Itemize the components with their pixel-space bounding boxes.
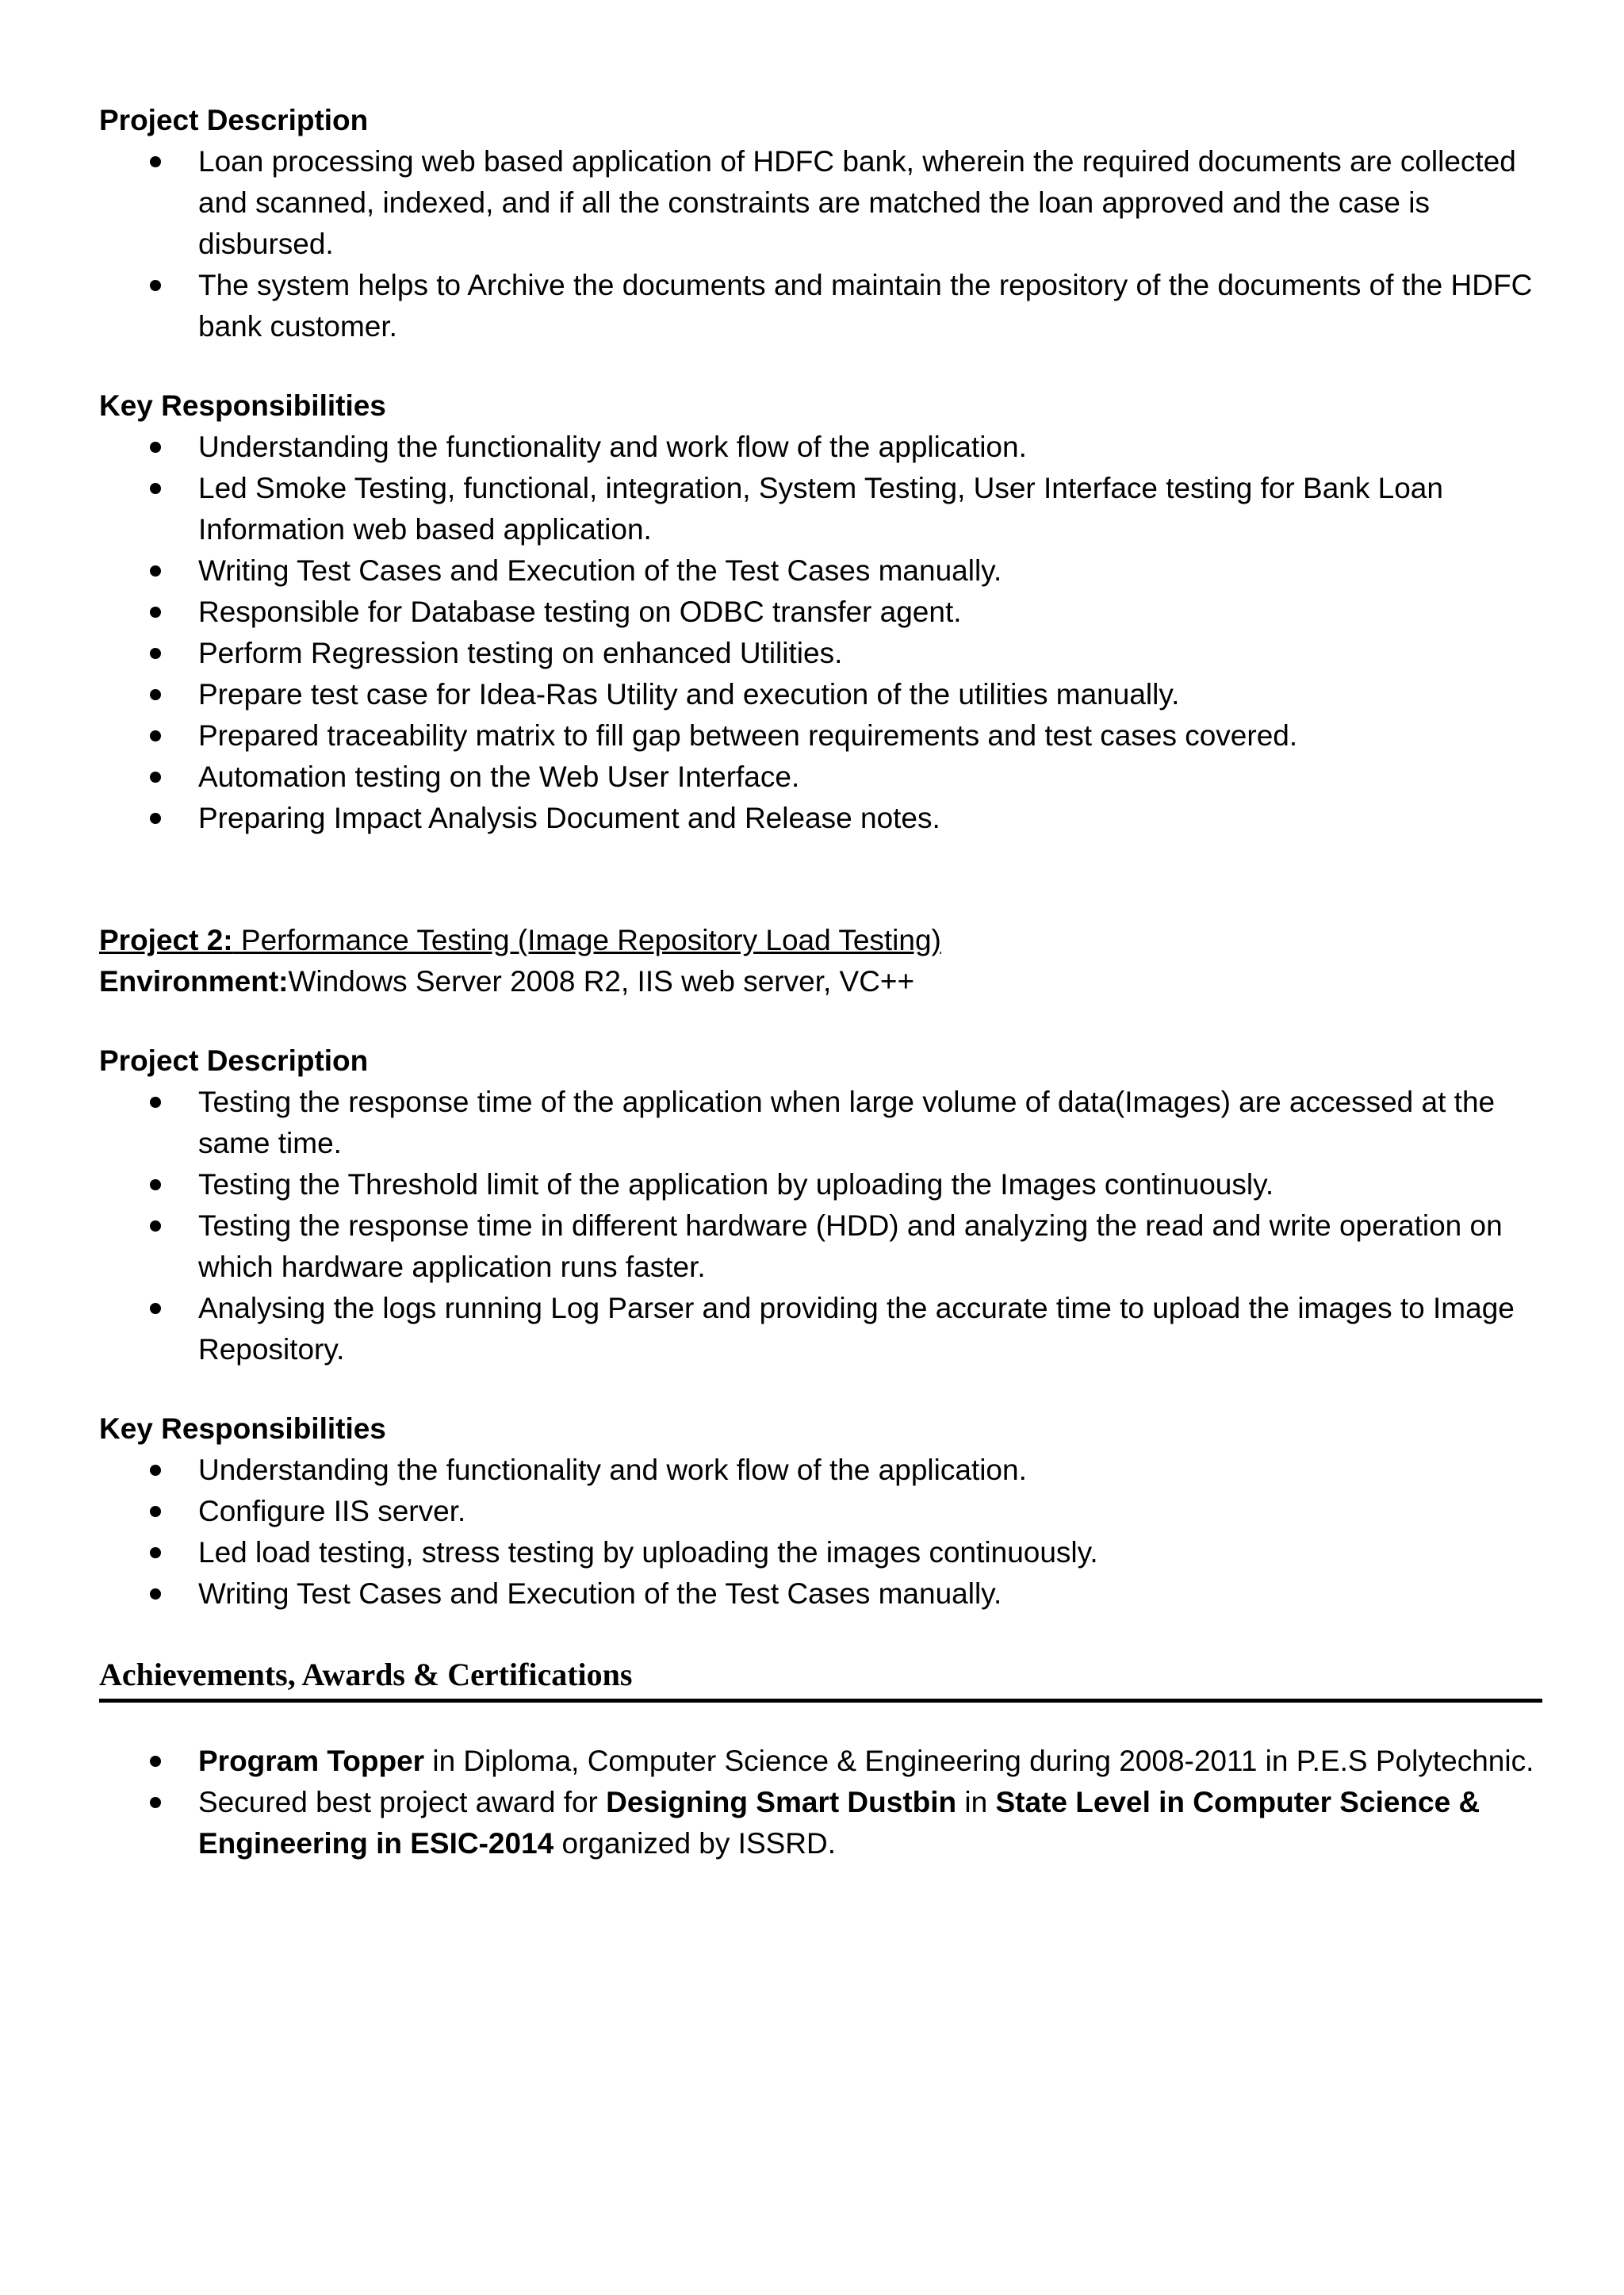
bullet-icon <box>150 772 161 783</box>
project2-title-value: Performance Testing (Image Repository Load Testing) <box>232 924 941 956</box>
list-item: Testing the Threshold limit of the application by uploading the Images continuously. <box>99 1164 1542 1205</box>
bullet-icon <box>150 1303 161 1314</box>
list-item: Led Smoke Testing, functional, integration, System Testing, User Interface testing for Bank Loan Information web based application. <box>99 468 1542 550</box>
bullet-icon <box>150 1506 161 1517</box>
list-item: Testing the response time in different hardware (HDD) and analyzing the read and write operation on which hardware application runs faster. <box>99 1205 1542 1288</box>
bullet-icon <box>150 156 161 167</box>
bullet-icon <box>150 1179 161 1190</box>
list-item: Prepare test case for Idea-Ras Utility and execution of the utilities manually. <box>99 674 1542 715</box>
project2-description-list <box>99 1082 1542 1370</box>
project2-environment-label: Environment: <box>99 965 289 998</box>
bullet-icon <box>150 1797 161 1808</box>
list-item: Configure IIS server. <box>99 1491 1542 1532</box>
list-item: Responsible for Database testing on ODBC transfer agent. <box>99 592 1542 633</box>
achievement-highlight: Designing Smart Dustbin <box>606 1786 957 1818</box>
bullet-icon <box>150 1465 161 1476</box>
list-item: The system helps to Archive the documents and maintain the repository of the documents of the HDFC bank customer. <box>99 265 1542 347</box>
list-item: Led load testing, stress testing by uploading the images continuously. <box>99 1532 1542 1573</box>
achievements-list <box>99 1741 1542 1864</box>
resume-content <box>99 100 1542 1864</box>
list-item: Automation testing on the Web User Interface. <box>99 757 1542 798</box>
project2-environment <box>99 961 1542 1002</box>
list-item: Writing Test Cases and Execution of the Test Cases manually. <box>99 1573 1542 1615</box>
achievements-section-title: Achievements, Awards & Certifications <box>99 1657 633 1692</box>
project1-description-list <box>99 141 1542 347</box>
list-item: Understanding the functionality and work flow of the application. <box>99 1450 1542 1491</box>
list-item: Understanding the functionality and work flow of the application. <box>99 427 1542 468</box>
bullet-icon <box>150 1547 161 1558</box>
bullet-icon <box>150 689 161 700</box>
project2-responsibilities-list <box>99 1450 1542 1615</box>
list-item: Secured best project award for Designing Smart Dustbin in State Level in Computer Science & Engineering in ESIC-2014 organized by ISSRD. <box>99 1782 1542 1864</box>
list-item: Loan processing web based application of HDFC bank, wherein the required documents are collected and scanned, indexed, and if all the constraints are matched the loan approved and the case is disbursed. <box>99 141 1542 265</box>
project2-description-heading: Project Description <box>99 1044 369 1077</box>
bullet-icon <box>150 648 161 659</box>
bullet-icon <box>150 483 161 494</box>
list-item: Perform Regression testing on enhanced Utilities. <box>99 633 1542 674</box>
bullet-icon <box>150 1220 161 1232</box>
bullet-icon <box>150 1097 161 1108</box>
bullet-icon <box>150 1756 161 1767</box>
project2-title <box>99 920 1542 961</box>
project1-responsibilities-list <box>99 427 1542 839</box>
project1-responsibilities-heading: Key Responsibilities <box>99 389 386 422</box>
bullet-icon <box>150 607 161 618</box>
bullet-icon <box>150 565 161 577</box>
bullet-icon <box>150 442 161 453</box>
project1-description-heading: Project Description <box>99 104 369 136</box>
project2-environment-value: Windows Server 2008 R2, IIS web server, VC++ <box>288 965 915 998</box>
bullet-icon <box>150 1588 161 1600</box>
bullet-icon <box>150 280 161 291</box>
achievement-highlight: State Level in Computer Science & Engineering in ESIC-2014 <box>198 1786 1480 1860</box>
list-item: Writing Test Cases and Execution of the Test Cases manually. <box>99 550 1542 592</box>
list-item: Testing the response time of the application when large volume of data(Images) are accessed at the same time. <box>99 1082 1542 1164</box>
list-item: Program Topper in Diploma, Computer Science & Engineering during 2008-2011 in P.E.S Polytechnic. <box>99 1741 1542 1782</box>
bullet-icon <box>150 730 161 741</box>
list-item: Preparing Impact Analysis Document and Release notes. <box>99 798 1542 839</box>
achievement-highlight: Program Topper <box>198 1745 425 1777</box>
project2-title-label: Project 2: <box>99 924 233 956</box>
list-item: Prepared traceability matrix to fill gap between requirements and test cases covered. <box>99 715 1542 757</box>
bullet-icon <box>150 813 161 824</box>
project2-responsibilities-heading: Key Responsibilities <box>99 1412 386 1445</box>
list-item: Analysing the logs running Log Parser and providing the accurate time to upload the images to Image Repository. <box>99 1288 1542 1370</box>
